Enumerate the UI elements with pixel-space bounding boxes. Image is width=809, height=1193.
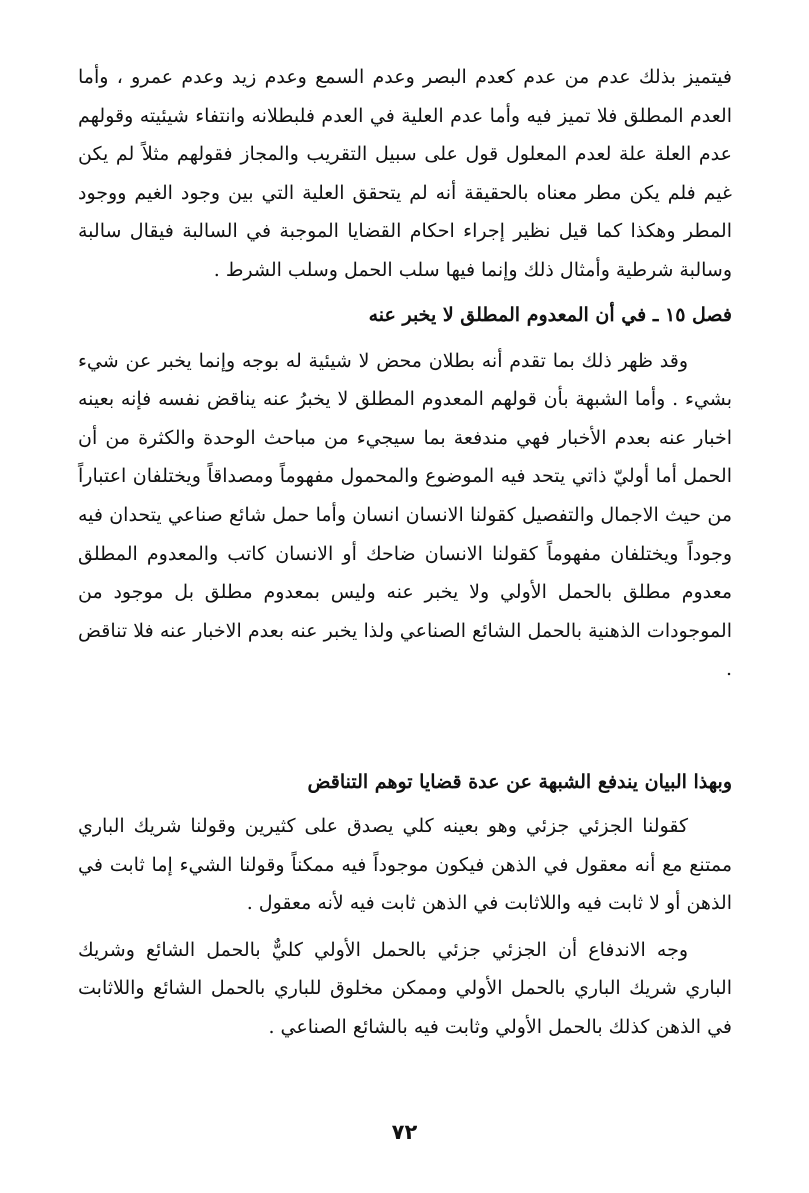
blank-gap	[78, 689, 732, 763]
section-heading-chapter-15: فصل ١٥ ـ في أن المعدوم المطلق لا يخبر عنه	[368, 303, 732, 326]
page-number: ٧٢	[391, 1120, 418, 1144]
page-body	[78, 58, 732, 1046]
paragraph-examples: كقولنا الجزئي جزئي وهو بعينه كلي يصدق على كثيرين وقولنا شريك الباري ممتنع مع أنه معقول في الذهن فيكون موجوداً فيه ممكناً وقولنا الشيء إما ثابت في الذهن أو لا ثابت فيه واللاثابت في الذهن ثابت فيه لأنه معقول .	[78, 814, 732, 915]
subheading-contradiction: وبهذا البيان يندفع الشبهة عن عدة قضايا توهم التناقض	[307, 770, 732, 793]
paragraph-intro: فيتميز بذلك عدم من عدم كعدم البصر وعدم السمع وعدم زيد وعدم عمرو ، وأما العدم المطلق فلا تميز فيه وأما عدم العلية في العدم فلبطلانه وانتفاء شيئيته وقولهم عدم العلة علة لعدم المعلول قول على سبيل التقريب والمجاز فقولهم مثلاً لم يكن غيم فلم يكن مطر معناه بالحقيقة أنه لم يتحقق العلية التي بين وجود الغيم ووجود المطر وهكذا كما قيل نظير إجراء احكام القضايا الموجبة في السالبة فيقال سالبة وسالبة شرطية وأمثال ذلك وإنما فيها سلب الحمل وسلب الشرط .	[78, 66, 732, 281]
paragraph-chapter-15: وقد ظهر ذلك بما تقدم أنه بطلان محض لا شيئية له بوجه وإنما يخبر عن شيء بشيء . وأما الشبهة بأن قولهم المعدوم المطلق لا يخبرُ عنه يناقض نفسه فإنه بعينه اخبار عنه بعدم الأخبار فهي مندفعة بما سيجيء من مباحث الوحدة والكثرة من أن الحمل أما أوليّ ذاتي يتحد فيه الموضوع والمحمول مفهوماً ومصداقاً ويختلفان اعتباراً من حيث الاجمال والتفصيل كقولنا الانسان انسان وأما حمل شائع صناعي يتحدان فيه وجوداً ويختلفان مفهوماً كقولنا الانسان ضاحك أو الانسان كاتب والمعدوم المطلق معدوم مطلق بالحمل الأولي ولا يخبر عنه وليس بمعدوم مطلق بل موجود من الموجودات الذهنية بالحمل الشائع الصناعي ولذا يخبر عنه بعدم الاخبار عنه فلا تناقض .	[78, 349, 732, 681]
paragraph-resolution: وجه الاندفاع أن الجزئي جزئي بالحمل الأولي كليٌّ بالحمل الشائع وشريك الباري شريك الباري بالحمل الأولي وممكن مخلوق للباري بالحمل الشائع واللاثابت في الذهن كذلك بالحمل الأولي وثابت فيه بالشائع الصناعي .	[78, 938, 732, 1038]
